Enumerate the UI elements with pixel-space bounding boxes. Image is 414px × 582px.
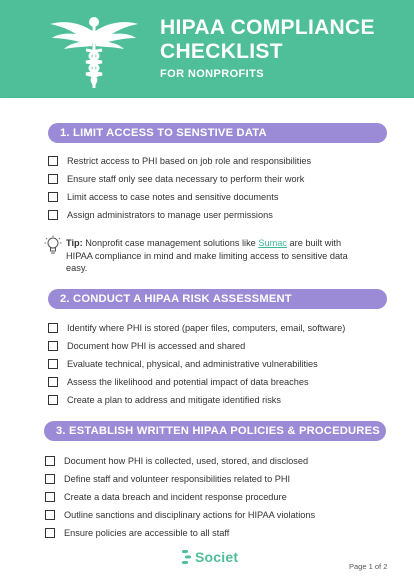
checkbox[interactable] xyxy=(48,323,58,333)
checkbox[interactable] xyxy=(48,210,58,220)
checklist-item xyxy=(45,506,315,524)
checkbox[interactable] xyxy=(45,510,55,520)
checkbox[interactable] xyxy=(48,341,58,351)
checklist-item xyxy=(45,452,315,470)
checklist-item xyxy=(48,188,311,206)
title-line-2: CHECKLIST xyxy=(160,40,283,63)
checklist-item-label: Assess the likelihood and potential impact of data breaches xyxy=(67,377,309,387)
checklist-item xyxy=(48,391,345,409)
section-heading-2: 2. CONDUCT A HIPAA RISK ASSESSMENT xyxy=(48,289,387,309)
header-banner xyxy=(0,0,414,98)
checkbox[interactable] xyxy=(45,456,55,466)
checklist-item-label: Create a plan to address and mitigate identified risks xyxy=(67,395,281,405)
checklist-item-label: Identify where PHI is stored (paper files, computers, email, software) xyxy=(67,323,346,333)
societ-logo-icon xyxy=(182,549,192,565)
checkbox[interactable] xyxy=(45,474,55,484)
checklist-item-label: Evaluate technical, physical, and administrative vulnerabilities xyxy=(67,359,318,369)
checklist-item xyxy=(48,373,345,391)
checklist-item-label: Restrict access to PHI based on job role and responsibilities xyxy=(67,156,312,166)
checklist-section-2 xyxy=(48,319,345,409)
checklist-item xyxy=(48,337,345,355)
checklist-item xyxy=(48,355,345,373)
checklist-item-label: Outline sanctions and disciplinary actions for HIPAA violations xyxy=(64,510,316,520)
checklist-item xyxy=(48,170,311,188)
checklist-item-label: Document how PHI is accessed and shared xyxy=(67,341,246,351)
checklist-item xyxy=(45,470,315,488)
checklist-item-label: Ensure staff only see data necessary to perform their work xyxy=(67,174,305,184)
checklist-item xyxy=(45,524,315,542)
checkbox[interactable] xyxy=(48,192,58,202)
sumac-link[interactable]: Sumac xyxy=(258,238,287,248)
caduceus-icon xyxy=(46,12,142,90)
checklist-item xyxy=(48,206,311,224)
tip-text xyxy=(66,237,366,275)
checklist-item-label: Document how PHI is collected, used, stored, and disclosed xyxy=(64,456,309,466)
checkbox[interactable] xyxy=(45,528,55,538)
checklist-item-label: Ensure policies are accessible to all staff xyxy=(64,528,230,538)
checklist-item-label: Define staff and volunteer responsibilities related to PHI xyxy=(64,474,291,484)
checkbox[interactable] xyxy=(48,359,58,369)
checkbox[interactable] xyxy=(48,395,58,405)
tip-label: Tip: xyxy=(66,238,83,248)
checkbox[interactable] xyxy=(48,174,58,184)
checklist-item xyxy=(48,319,345,337)
checklist-item xyxy=(48,152,311,170)
checkbox[interactable] xyxy=(48,377,58,387)
title-line-1: HIPAA COMPLIANCE xyxy=(160,16,375,39)
tip-text-before: Nonprofit case management solutions like xyxy=(82,238,259,248)
checklist-item-label: Create a data breach and incident response procedure xyxy=(64,492,287,502)
checkbox[interactable] xyxy=(48,156,58,166)
checklist-item xyxy=(45,488,315,506)
tip-text-after: are built with HIPAA compliance in mind and make limiting access to sensitive data easy. xyxy=(66,238,348,273)
page-title xyxy=(160,16,400,64)
lightbulb-icon xyxy=(44,235,62,257)
checklist-section-3 xyxy=(45,452,315,542)
checklist-item-label: Assign administrators to manage user permissions xyxy=(67,210,273,220)
section-heading-3: 3. ESTABLISH WRITTEN HIPAA POLICIES & PROCEDURES xyxy=(44,421,386,441)
page-subtitle: FOR NONPROFITS xyxy=(160,68,264,80)
societ-logo-text: Societ xyxy=(195,549,239,565)
checklist-item-label: Limit access to case notes and sensitive documents xyxy=(67,192,279,202)
checklist-section-1 xyxy=(48,152,311,224)
section-heading-1: 1. LIMIT ACCESS TO SENSTIVE DATA xyxy=(48,123,387,143)
checkbox[interactable] xyxy=(45,492,55,502)
page-number: Page 1 of 2 xyxy=(349,562,388,571)
societ-logo xyxy=(182,549,238,565)
